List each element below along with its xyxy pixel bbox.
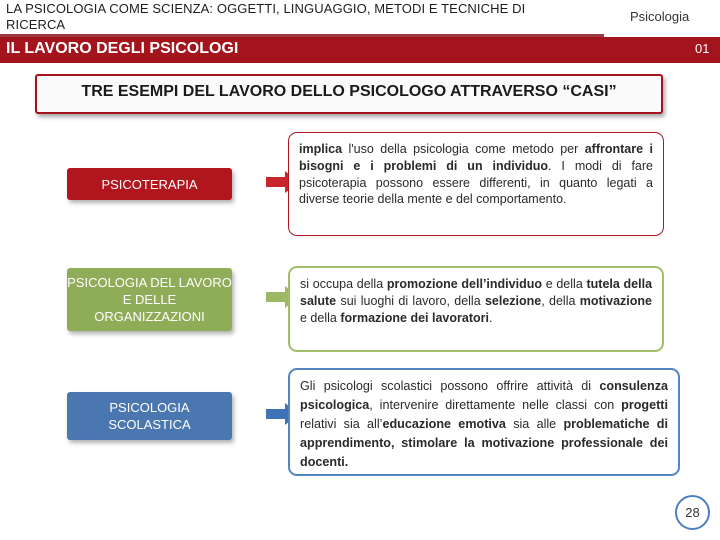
section-title: IL LAVORO DEGLI PSICOLOGI	[6, 40, 239, 57]
subject-label: Psicologia	[630, 9, 690, 24]
page-number: 28	[685, 505, 700, 520]
case-label-psicologia-lavoro: PSICOLOGIA DEL LAVORO E DELLE ORGANIZZAZIONI	[67, 268, 232, 331]
case-label-psicoterapia: PSICOTERAPIA	[67, 168, 232, 200]
slide-subtitle: TRE ESEMPI DEL LAVORO DELLO PSICOLOGO ATTRAVERSO “CASI”	[81, 83, 617, 100]
case-description-psicologia-lavoro: si occupa della promozione dell’individuo e della tutela della salute sui luoghi di lavoro, della selezione, della motivazione e della formazione dei lavoratori.	[288, 266, 664, 352]
case-description-psicoterapia: implica l'uso della psicologia come metodo per affrontare i bisogni e i problemi di un individuo. I modi di fare psicoterapia possono essere differenti, in quanto legati a diverse teorie della mente e del comportamento.	[288, 132, 664, 236]
case-label-psicologia-scolastica: PSICOLOGIA SCOLASTICA	[67, 392, 232, 440]
section-number: 01	[695, 41, 710, 56]
slide-header-title: LA PSICOLOGIA COME SCIENZA: OGGETTI, LINGUAGGIO, METODI E TECNICHE DI RICERCA	[6, 1, 526, 32]
case-description-psicologia-scolastica: Gli psicologi scolastici possono offrire attività di consulenza psicologica, intervenire direttamente nelle classi con progetti relativi sia all’educazione emotiva sia alle problematiche di apprendimento, stimolare la motivazione professionale dei docenti.	[288, 368, 680, 476]
